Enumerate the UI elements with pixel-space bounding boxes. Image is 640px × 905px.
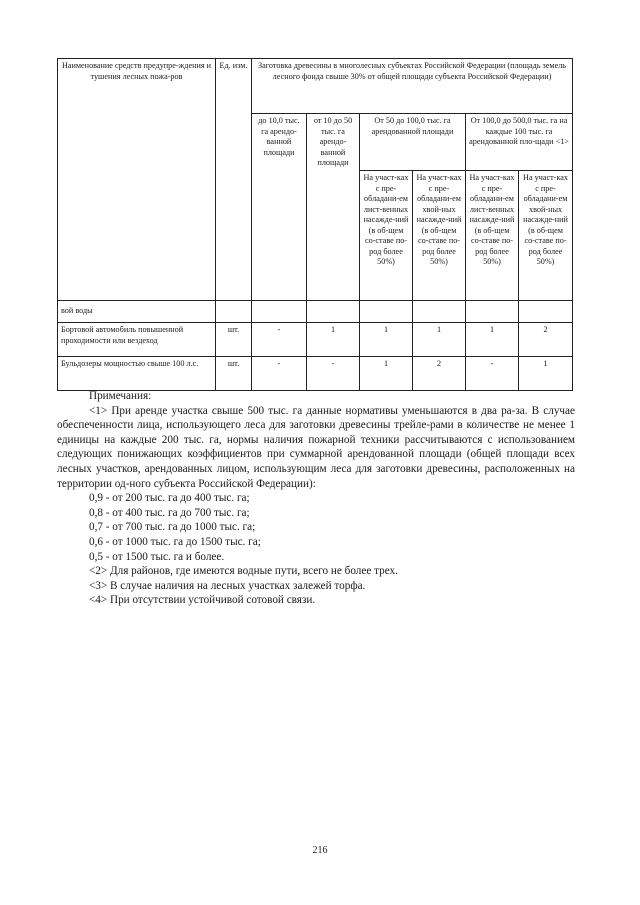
coefficient-item: 0,6 - от 1000 тыс. га до 1500 тыс. га;	[89, 535, 261, 548]
row-unit: шт.	[216, 357, 252, 391]
header-coniferous-100-500: На участ-ках с пре-обладани-ем хвой-ных насажде-ний (в об-щем со-ставе по-род более 50%)	[519, 171, 573, 301]
row-value: 1	[360, 357, 413, 391]
row-value: 1	[413, 323, 466, 357]
row-value: -	[252, 357, 307, 391]
fire-equipment-norms-table	[57, 58, 573, 391]
row-unit: шт.	[216, 323, 252, 357]
page-number: 216	[312, 845, 328, 856]
table-row	[58, 323, 573, 357]
coefficient-item: 0,5 - от 1500 тыс. га и более.	[89, 550, 225, 563]
row-value: 1	[360, 323, 413, 357]
row-value: -	[307, 357, 360, 391]
row-value: 1	[307, 323, 360, 357]
header-deciduous-50-100: На участ-ках с пре-обладани-ем лист-венных насажде-ний (в об-щем со-ставе по-род более 50%)	[360, 171, 413, 301]
row-value: -	[252, 323, 307, 357]
row-value: 1	[519, 357, 573, 391]
row-value: 1	[466, 323, 519, 357]
row-value: -	[466, 357, 519, 391]
header-harvest-group: Заготовка древесины в многолесных субъектах Российской Федерации (площадь земель лесного фонда свыше 30% от общей площади субъекта Российской Федерации)	[252, 59, 573, 114]
coefficient-item: 0,8 - от 400 тыс. га до 700 тыс. га;	[89, 506, 250, 519]
notes-section	[57, 389, 575, 608]
note-3: <3> В случае наличия на лесных участках залежей торфа.	[89, 579, 366, 592]
coefficient-item: 0,9 - от 200 тыс. га до 400 тыс. га;	[89, 492, 250, 505]
row-value: 2	[519, 323, 573, 357]
note-1: <1> При аренде участка свыше 500 тыс. га данные нормативы уменьшаются в два ра-за. В случае обеспеченности лица, использующего леса для заготовки древесины трейле-рами в количестве не менее 1 единицы на каждые 200 тыс. га, нормы наличия пожарной техники рассчитываются с использованием следующих понижающих коэффициентов при суммарной арендованной площади (общей площади всех лесных участков, арендованных лицом, использующим леса для заготовки древесины, расположенных на территории од-ного субъекта Российской Федерации):	[57, 404, 575, 490]
row-value: 2	[413, 357, 466, 391]
note-2: <2> Для районов, где имеются водные пути, всего не более трех.	[89, 565, 398, 578]
row-equipment-name: Бульдозеры мощностью свыше 100 л.с.	[58, 357, 216, 391]
coefficient-item: 0,7 - от 700 тыс. га до 1000 тыс. га;	[89, 521, 256, 534]
header-equipment-name: Наименование средств предупре-ждения и тушения лесных пожа-ров	[58, 59, 216, 301]
header-area-50-100: От 50 до 100,0 тыс. га арендованной площади	[360, 114, 466, 171]
header-coniferous-50-100: На участ-ках с пре-обладани-ем хвой-ных насажде-ний (в об-щем со-ставе по-род более 50%)	[413, 171, 466, 301]
header-deciduous-100-500: На участ-ках с пре-обладани-ем лист-венных насажде-ний (в об-щем со-ставе по-род более 50%)	[466, 171, 519, 301]
notes-title: Примечания:	[89, 390, 152, 402]
table-row-continuation	[58, 301, 573, 323]
continuation-text: вой воды	[58, 301, 216, 323]
row-equipment-name: Бортовой автомобиль повышенной проходимости или вездеход	[58, 323, 216, 357]
note-4: <4> При отсутствии устойчивой сотовой связи.	[89, 594, 316, 607]
table-row	[58, 357, 573, 391]
header-area-100-500: От 100,0 до 500,0 тыс. га на каждые 100 тыс. га арендованной пло-щади <1>	[466, 114, 573, 171]
header-unit: Ед. изм.	[216, 59, 252, 301]
header-area-up-to-10: до 10,0 тыс. га арендо-ванной площади	[252, 114, 307, 301]
header-area-10-50: от 10 до 50 тыс. га арендо-ванной площади	[307, 114, 360, 301]
